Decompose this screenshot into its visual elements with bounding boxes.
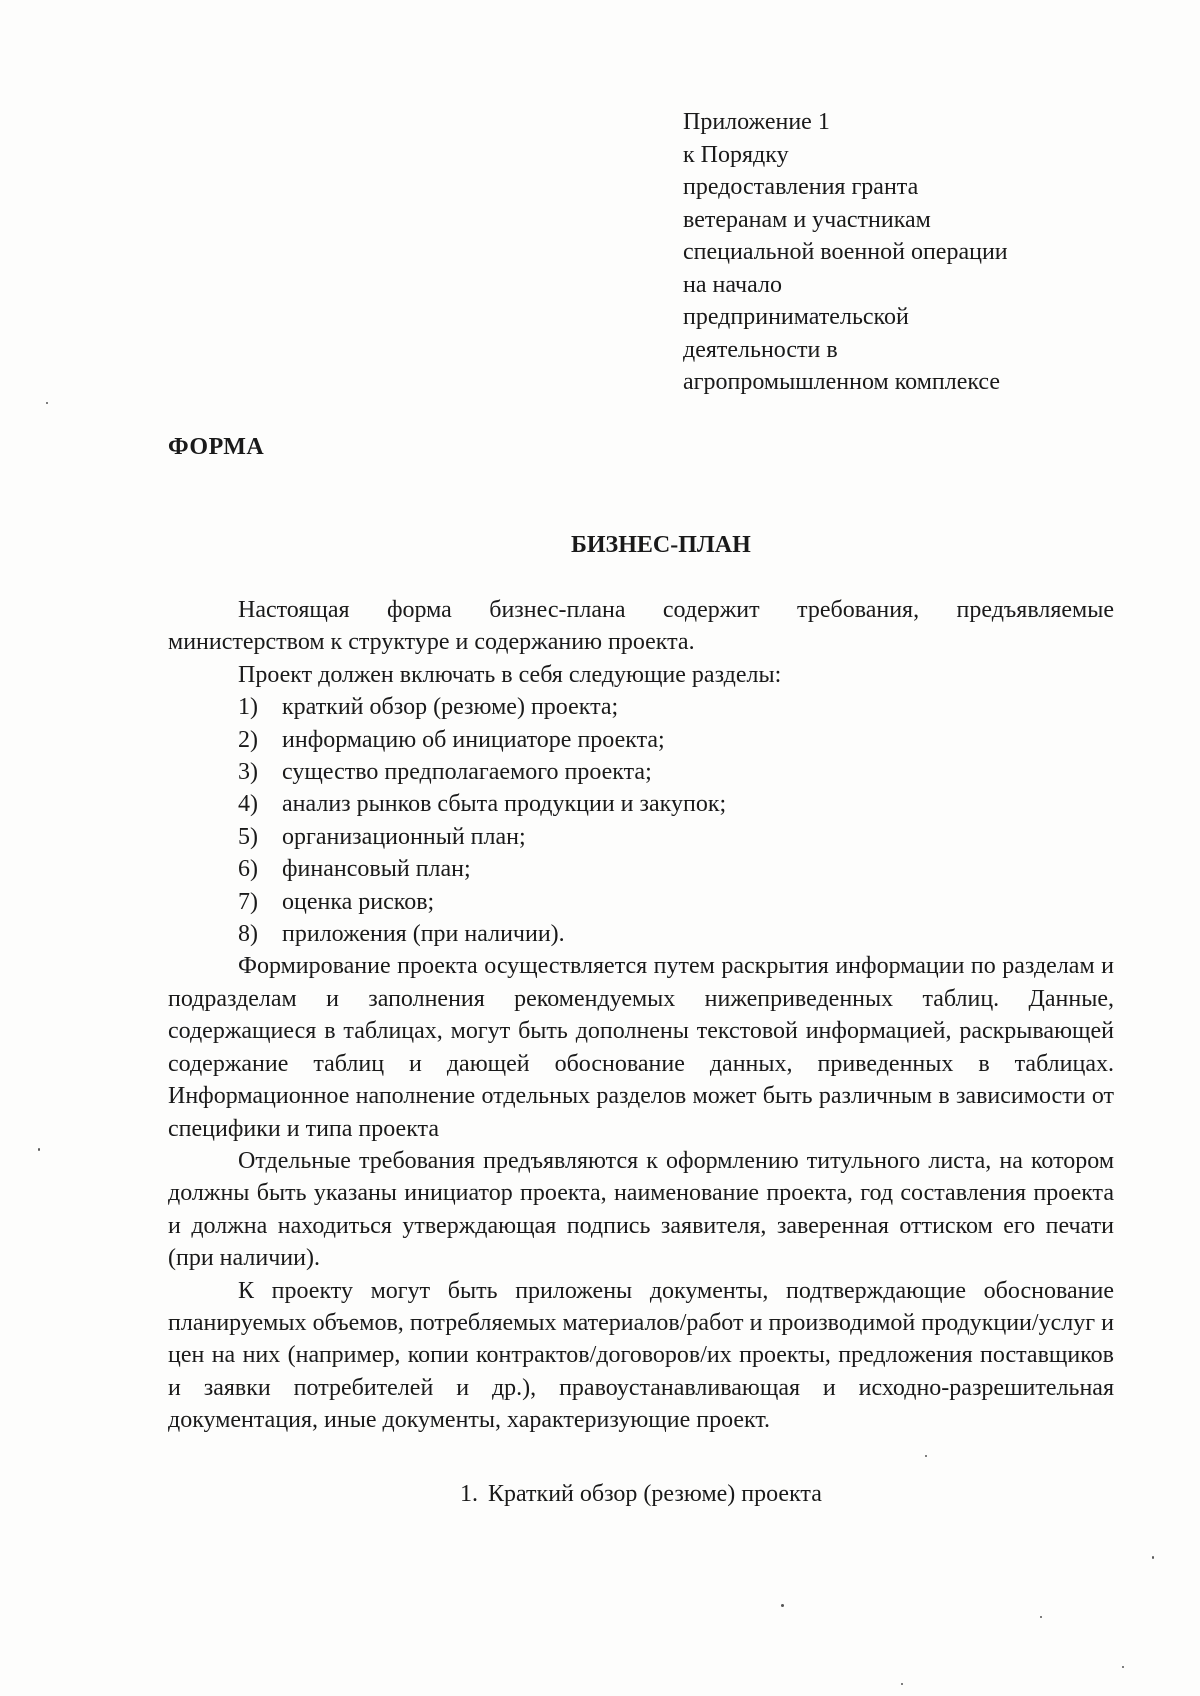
list-item-number: 6): [238, 856, 258, 883]
list-item: [168, 691, 1114, 723]
list-item-text: анализ рынков сбыта продукции и закупок;: [282, 791, 727, 818]
attachments-paragraph: К проекту могут быть приложены документы, подтверждающие обоснование планируемых объемов, потребляемых материалов/работ и производимой продукции/услуг и цен на них (например, копии контрактов/договоров/их проекты, предложения поставщиков и заявки потребителей и др.), правоустанавливающая и исходно-разрешительная документация, иные документы, характеризующие проект.: [168, 1277, 1114, 1434]
document-body: [168, 594, 1114, 1437]
section-heading: [460, 1481, 822, 1508]
list-item-text: краткий обзор (резюме) проекта;: [282, 694, 619, 721]
sections-list: [168, 691, 1114, 950]
annex-line: предоставления гранта: [683, 174, 919, 200]
list-item: [168, 821, 1114, 853]
list-item: [168, 756, 1114, 788]
section-heading-number: 1.: [460, 1481, 478, 1507]
section-heading-text: Краткий обзор (резюме) проекта: [488, 1481, 822, 1507]
annex-line: к Порядку: [683, 141, 789, 168]
formation-paragraph: Формирование проекта осуществляется путем раскрытия информации по разделам и подразделам и заполнения рекомендуемых нижеприведенных таблиц. Данные, содержащиеся в таблицах, могут быть дополнены текстовой информацией, раскрывающей содержание таблиц и дающей обоснование данных, приведенных в таблицах. Информационное наполнение отдельных разделов может быть различным в зависимости от специфики и типа проекта: [168, 953, 1114, 1142]
annex-block: [683, 106, 1103, 399]
list-item: [168, 918, 1114, 950]
list-item-number: 7): [238, 888, 258, 915]
annex-line: агропромышленном комплексе: [683, 369, 1001, 395]
list-item-number: 8): [238, 921, 258, 948]
annex-line: на начало: [683, 271, 782, 298]
scan-speck: [46, 402, 48, 404]
list-item-number: 2): [238, 726, 258, 753]
list-item-text: приложения (при наличии).: [282, 921, 565, 948]
annex-line: ветеранам и участникам: [683, 206, 931, 233]
annex-line: специальной военной операции: [683, 239, 1008, 265]
list-item-text: организационный план;: [282, 823, 526, 850]
list-item-number: 5): [238, 823, 258, 850]
annex-line: Приложение 1: [683, 109, 830, 135]
list-item-number: 1): [238, 694, 258, 721]
list-item-text: оценка рисков;: [282, 888, 435, 915]
form-label: ФОРМА: [168, 434, 265, 460]
scan-speck: [1152, 1556, 1154, 1559]
intro-paragraph: Настоящая форма бизнес-плана содержит требования, предъявляемые министерством к структуре и содержанию проекта.: [168, 597, 1114, 656]
scan-speck: [1122, 1666, 1124, 1668]
scan-speck: [1040, 1616, 1042, 1618]
title-sheet-paragraph: Отдельные требования предъявляются к оформлению титульного листа, на котором должны быть указаны инициатор проекта, наименование проекта, год составления проекта и должна находиться утверждающая подпись заявителя, заверенная оттиском его печати (при наличии).: [168, 1147, 1114, 1272]
annex-line: деятельности в: [683, 336, 838, 363]
list-item-text: финансовый план;: [282, 856, 471, 883]
list-item: [168, 724, 1114, 756]
document-title: БИЗНЕС-ПЛАН: [571, 532, 751, 558]
list-item-number: 3): [238, 759, 258, 786]
list-item: [168, 853, 1114, 885]
annex-line: предпринимательской: [683, 304, 909, 330]
list-item: [168, 788, 1114, 820]
scan-speck: [901, 1683, 903, 1685]
sections-intro: Проект должен включать в себя следующие разделы:: [238, 661, 782, 688]
scan-speck: [925, 1455, 927, 1457]
scan-speck: [781, 1604, 784, 1607]
scan-speck: [38, 1148, 40, 1151]
list-item: [168, 886, 1114, 918]
list-item-text: существо предполагаемого проекта;: [282, 759, 652, 786]
list-item-number: 4): [238, 791, 258, 818]
list-item-text: информацию об инициаторе проекта;: [282, 726, 665, 753]
